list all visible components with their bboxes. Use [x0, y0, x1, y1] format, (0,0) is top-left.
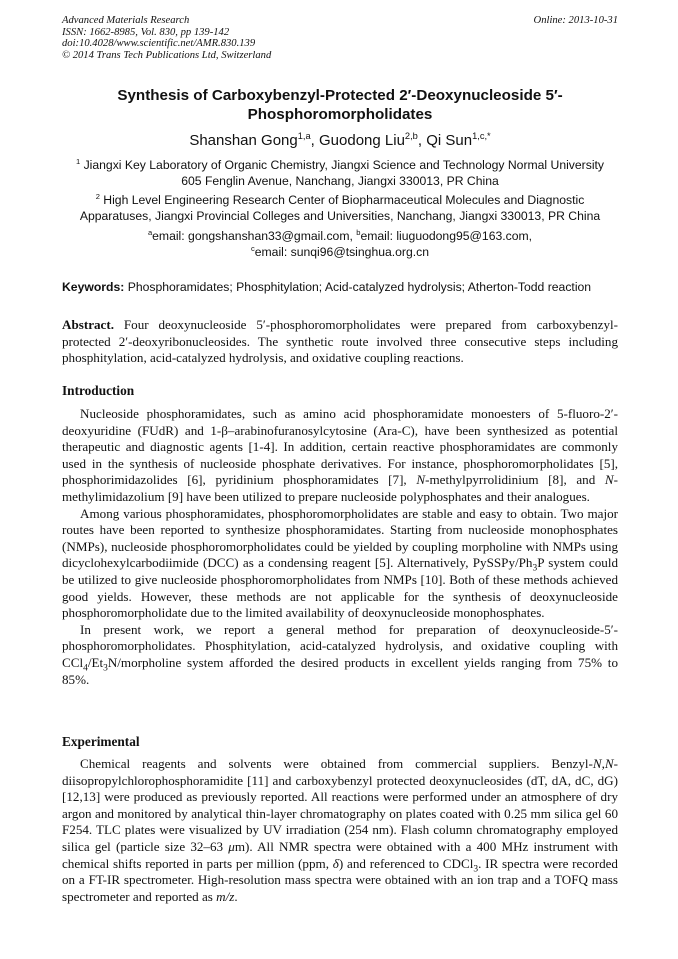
issn-line: ISSN: 1662-8985, Vol. 830, pp 139-142: [62, 26, 230, 38]
paper-title: [62, 86, 618, 124]
affiliation-line: 605 Fenglin Avenue, Nanchang, Jiangxi 330013, PR China: [181, 174, 499, 188]
email-a[interactable]: email: gongshanshan33@gmail.com,: [152, 229, 357, 243]
abstract: [62, 317, 618, 367]
section-heading-introduction: Introduction: [62, 383, 135, 398]
author-separator: ,: [310, 132, 320, 149]
doi-line: doi:10.4028/www.scientific.net/AMR.830.139: [62, 38, 256, 50]
author-name: Qi Sun: [426, 132, 473, 149]
email-sup: a: [147, 227, 153, 237]
abstract-label: Abstract.: [62, 317, 114, 332]
paragraph: Chemical reagents and solvents were obtained from commercial suppliers. Benzyl-N,N-diisopropylchlorophosphoramidite [11] and carboxybenzyl protected deoxynucleosides (dT, dA, dC, dG) [12,13] were produced as previously reported. All reactions were performed under an atmosphere of dry argon and monitored by analytical thin-layer chromatography on plates coated with 0.25 mm silica gel 60 F254. TLC plates were visualized by UV irradiation (254 nm). Flash column chromatography employed silica gel (particle size 32–63 μm). All NMR spectra were obtained with a 400 MHz instrument with chemical shifts reported in parts per million (ppm, δ) and referenced to CDCl$_3$. IR spectra were recorded on a FT-IR spectrometer. High-resolution mass spectra were obtained with an ion trap and a TOFQ mass spectrometer and reported as m/z.: [62, 756, 619, 904]
experimental-body: [62, 756, 618, 905]
paragraph: Nucleoside phosphoramidates, such as amino acid phosphoramidate monoesters of 5-fluoro-2′-deoxyuridine (FUdR) and 1-β–arabinofuranosylcytosine (Ara-C), have been synthesized as potential therapeutic and diagnostic agents [1-4]. In addition, certain reactive phosphoramidates are commonly used in the synthesis of nucleoside phosphate derivatives. For instance, phosphoromorpholidates [5], phosphorimidazolides [6], pyridinium phosphoramidates [7], N-methylpyrrolidinium [8], and N-methylimidazolium [9] have been utilized to prepare nucleoside polyphosphates and their analogues.: [62, 406, 619, 504]
author-sup: 1,a: [297, 131, 311, 141]
copyright-line: © 2014 Trans Tech Publications Ltd, Switzerland: [62, 49, 272, 61]
author-name: Guodong Liu: [319, 132, 405, 149]
email-sup: c: [250, 243, 255, 253]
author-name: Shanshan Gong: [189, 132, 298, 149]
online-date: Online: 2013-10-31: [533, 15, 618, 26]
affiliation-1: [62, 157, 618, 189]
author-list: [62, 132, 618, 150]
affiliation-line: Jiangxi Key Laboratory of Organic Chemistry, Jiangxi Science and Technology Normal University: [83, 158, 605, 172]
author-sup: 1,c,*: [472, 131, 491, 141]
affiliation-2: [62, 192, 618, 224]
abstract-text: Four deoxynucleoside 5′-phosphoromorpholidates were prepared from carboxybenzyl-protected 2′-deoxyribonucleosides. The synthetic route involved three consecutive steps including phosphitylation, acid-catalyzed hydrolysis, and oxidative coupling reactions.: [62, 317, 618, 366]
keywords: [62, 279, 618, 295]
affiliation-line: High Level Engineering Research Center of Biopharmaceutical Molecules and Diagnostic: [103, 193, 585, 207]
paragraph: In present work, we report a general method for preparation of deoxynucleoside-5′-phosphoromorpholidates. Phosphitylation, acid-catalyzed hydrolysis, and oxidative coupling with $CCl_4/Et_3N$/morpholine system afforded the desired products in excellent yields ranging from 75% to 85%.: [62, 621, 618, 687]
affiliation-number: 2: [95, 191, 100, 201]
introduction-body: [62, 406, 618, 688]
keywords-label: Keywords:: [62, 280, 125, 294]
email-b[interactable]: email: liuguodong95@163.com,: [360, 229, 533, 243]
email-c[interactable]: email: sunqi96@tsinghua.org.cn: [254, 244, 430, 259]
author-sup: 2,b: [404, 131, 418, 141]
section-heading-experimental: Experimental: [62, 734, 140, 749]
email-sup: b: [356, 227, 361, 237]
page-header: [62, 15, 618, 61]
affiliation-number: 1: [75, 156, 81, 166]
keywords-text: Phosphoramidates; Phosphitylation; Acid-catalyzed hydrolysis; Atherton-Todd reaction: [124, 280, 592, 294]
email-block: [62, 229, 618, 260]
journal-name: Advanced Materials Research: [62, 15, 190, 26]
title-line-2: Phosphoromorpholidates: [247, 106, 433, 123]
title-line-1: Synthesis of Carboxybenzyl-Protected 2′-Deoxynucleoside 5′-: [117, 87, 563, 104]
affiliation-line: Apparatuses, Jiangxi Provincial Colleges and Universities, Nanchang, Jiangxi 330013, PR China: [79, 209, 601, 223]
author-separator: ,: [417, 132, 427, 149]
paragraph: Among various phosphoramidates, phosphoromorpholidates are stable and easy to obtain. Two major routes have been reported to synthesize phosphoramidates. Starting from nucleoside monophosphates (NMPs), nucleoside phosphoromorpholidates could be yielded by coupling morpholine with NMPs using dicyclohexylcarbodiimide (DCC) as a condensing reagent [5]. Alternatively, PySSPy/$Ph_3P$ system could be utilized to give nucleoside phosphoromorpholidates from NMPs [10]. Both of these methods achieved good yields. However, these methods are not applicable for the synthesis of deoxynucleoside phosphoromorpholidate due to the limited availability of deoxynucleoside monophosphates.: [62, 505, 618, 621]
